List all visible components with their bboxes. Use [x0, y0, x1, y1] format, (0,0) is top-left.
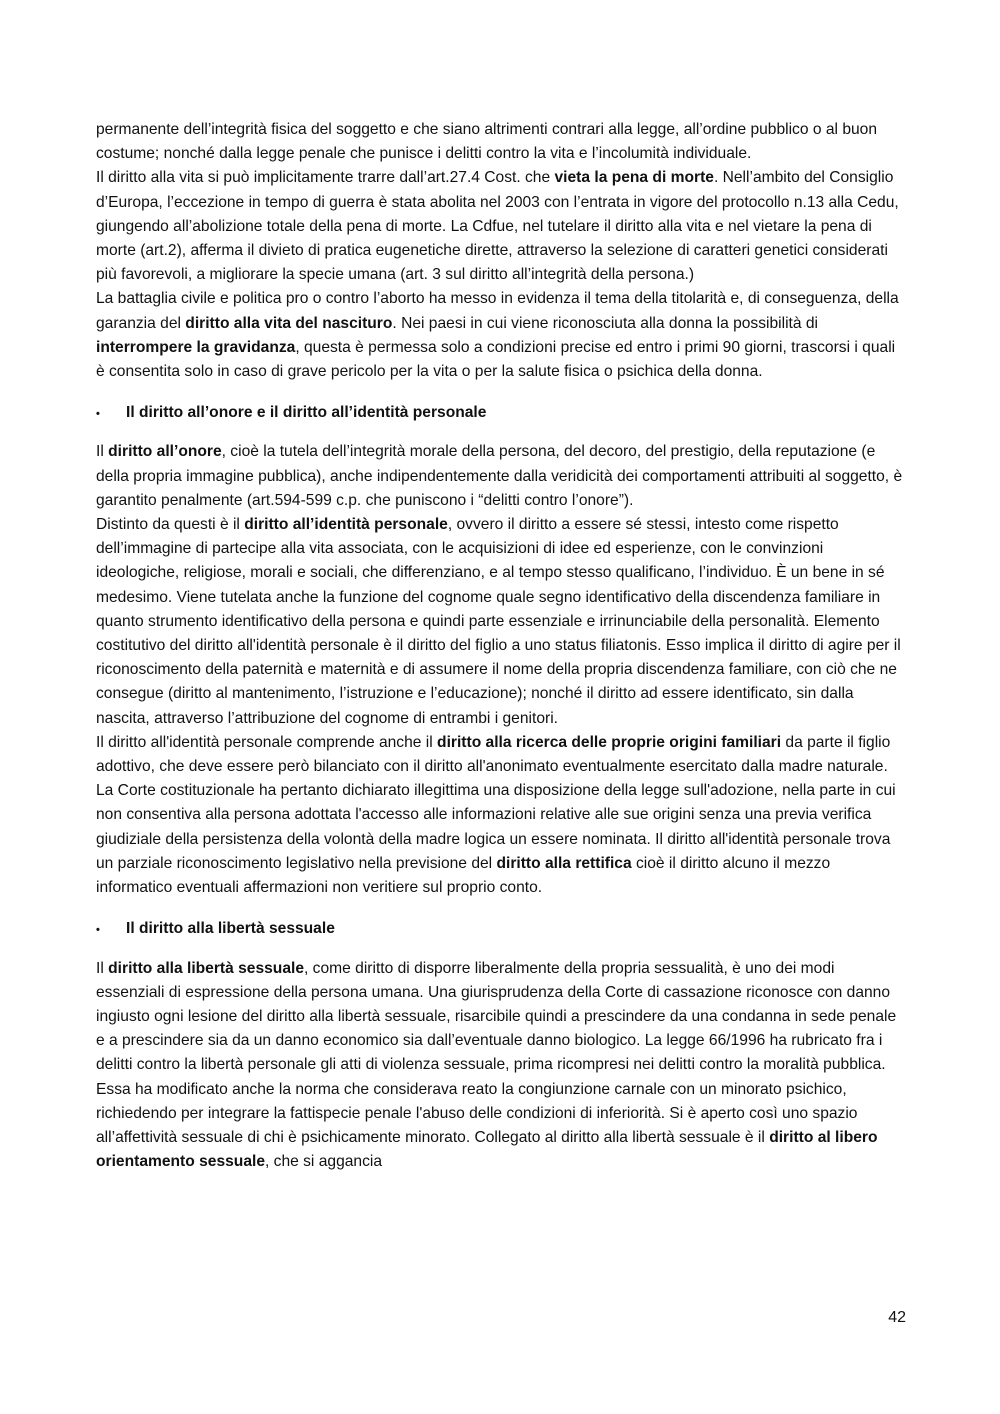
paragraph: [96, 731, 906, 900]
bold-term: Il diritto all’onore e il diritto all’identità personale: [126, 404, 487, 422]
paragraph: [96, 287, 906, 384]
paragraph-text: [126, 401, 486, 425]
paragraph-text: [96, 960, 896, 1171]
text-run: , questa è permessa solo a condizioni precise ed entro i primi 90 giorni, trascorsi i quali è consentita solo in caso di grave pericolo per la vita o per la salute fisica o psichica della donna.: [96, 338, 896, 381]
text-run: , come diritto di disporre liberalmente della propria sessualità, è uno dei modi essenziali di espressione della persona umana. Una giurisprudenza della Corte di cassazione riconosce con danno ingiusto ogni lesione del diritto alla libertà sessuale, risarcibile quindi a prescindere da una condanna in sede penale e a prescindere sia da un danno economico sia dall’eventuale danno biologico. La legge 66/1996 ha rubricato fra i delitti contro la libertà personale gli atti di violenza sessuale, prima ricompresi nei delitti contro la moralità pubblica. Essa ha modificato anche la norma che considerava reato la congiunzione carnale con un minorato psichico, richiedendo per integrare la fattispecie penale l'abuso delle condizioni di inferiorità. Si è aperto così uno spazio all’affettività sessuale di chi è psichicamente minorato. Collegato al diritto alla libertà sessuale è il: [96, 959, 897, 1146]
page-number: 42: [888, 1309, 906, 1326]
text-run: , che si aggancia: [265, 1153, 383, 1171]
paragraph-text: [96, 169, 899, 283]
bold-term: diritto alla libertà sessuale: [108, 959, 305, 977]
paragraph-text: [96, 121, 877, 162]
document-body: [96, 118, 906, 1174]
bold-term: diritto all’onore: [108, 443, 222, 461]
text-run: Il: [96, 443, 109, 461]
bold-term: diritto all’identità personale: [244, 516, 448, 534]
bold-term: diritto alla vita del nascituro: [185, 314, 393, 332]
text-run: cioè il diritto alcuno il mezzo informatico eventuali affermazioni non veritiere sul proprio conto.: [96, 854, 831, 897]
text-run: . Nell’ambito del Consiglio d’Europa, l’eccezione in tempo di guerra è stata abolita nel 2003 con l’entrata in vigore del protocollo n.13 alla Cedu, giungendo all’abolizione totale della pena di morte. La Cdfue, nel tutelare il diritto alla vita e nel vietare la pena di morte (art.2), afferma il divieto di pratica eugenetiche dirette, attraverso la selezione di caratteri genetici considerati più favorevoli, a migliorare la specie umana (art. 3 sul diritto all’integrità della persona.): [96, 169, 899, 284]
section-heading: [96, 401, 906, 426]
paragraph-text: [126, 917, 335, 941]
paragraph-text: [96, 443, 902, 508]
text-run: , cioè la tutela dell’integrità morale della persona, del decoro, del prestigio, della reputazione (e della propria immagine pubblica), anche indipendentemente dalla veridicità dei comportamenti attribuiti al soggetto, è garantito penalmente (art.594-599 c.p. che puniscono i “delitti contro l’onore”).: [96, 443, 903, 509]
bold-term: interrompere la gravidanza: [96, 338, 296, 356]
text-run: . Nei paesi in cui viene riconosciuta alla donna la possibilità di: [392, 314, 819, 332]
paragraph-text: [96, 290, 899, 380]
text-run: da parte il figlio adottivo, che deve essere però bilanciato con il diritto all'anonimato eventualmente esercitato dalla madre naturale. La Corte costituzionale ha pertanto dichiarato illegittima una disposizione della legge sull'adozione, nella parte in cui non consentiva alla persona adottata l'accesso alle informazioni relative alle sue origini senza una previa verifica giudiziale della persistenza della volontà della madre logica un essere nominata. Il diritto all'identità personale trova un parziale riconoscimento legislativo nella previsione del: [96, 733, 896, 872]
text-run: Il diritto all'identità personale comprende anche il: [96, 733, 438, 751]
paragraph: [96, 513, 906, 731]
text-run: Distinto da questi è il: [96, 516, 245, 534]
bold-term: diritto alla rettifica: [496, 854, 632, 872]
paragraph: [96, 118, 906, 166]
bullet-icon: •: [96, 924, 100, 937]
paragraph: [96, 166, 906, 287]
text-run: , ovvero il diritto a essere sé stessi, intesto come rispetto dell’immagine di partecipe alla vita associata, con le acquisizioni di idee ed esperienze, con le convinzioni ideologiche, religiose, morali e sociali, che differenziano, e al tempo stesso qualificano, l’individuo. È un bene in sé medesimo. Viene tutelata anche la funzione del cognome quale segno identificativo della discendenza familiare in quanto strumento identificativo della persona e quindi parte essenziale e irrinunciabile della personalità. Elemento costitutivo del diritto all'identità personale è il diritto del figlio a uno status filiatonis. Esso implica il diritto di agire per il riconoscimento della paternità e maternità e di assumere il nome della propria discendenza familiare, con ciò che ne consegue (diritto al mantenimento, l’istruzione e l’educazione); nonché il diritto ad essere identificato, sin dalla nascita, attraverso l’attribuzione del cognome di entrambi i genitori.: [96, 516, 901, 727]
text-run: Il diritto alla vita si può implicitamente trarre dall’art.27.4 Cost. che: [96, 169, 555, 187]
bold-term: Il diritto alla libertà sessuale: [126, 920, 335, 938]
bold-term: diritto al libero orientamento sessuale: [96, 1128, 878, 1171]
text-run: permanente dell’integrità fisica del soggetto e che siano altrimenti contrari alla legge, all’ordine pubblico o al buon costume; nonché dalla legge penale che punisce i delitti contro la vita e l’incolumità individuale.: [96, 121, 878, 163]
bullet-icon: •: [96, 408, 100, 421]
paragraph-text: [96, 516, 901, 727]
paragraph: [96, 957, 906, 1175]
text-run: La battaglia civile e politica pro o contro l’aborto ha messo in evidenza il tema della titolarità e, di conseguenza, della garanzia del: [96, 290, 899, 332]
paragraph-text: [96, 734, 896, 896]
section-heading: [96, 917, 906, 942]
bold-term: vieta la pena di morte: [554, 169, 714, 187]
bold-term: diritto alla ricerca delle proprie origini familiari: [437, 733, 782, 751]
text-run: Il: [96, 959, 109, 977]
paragraph: [96, 440, 906, 513]
